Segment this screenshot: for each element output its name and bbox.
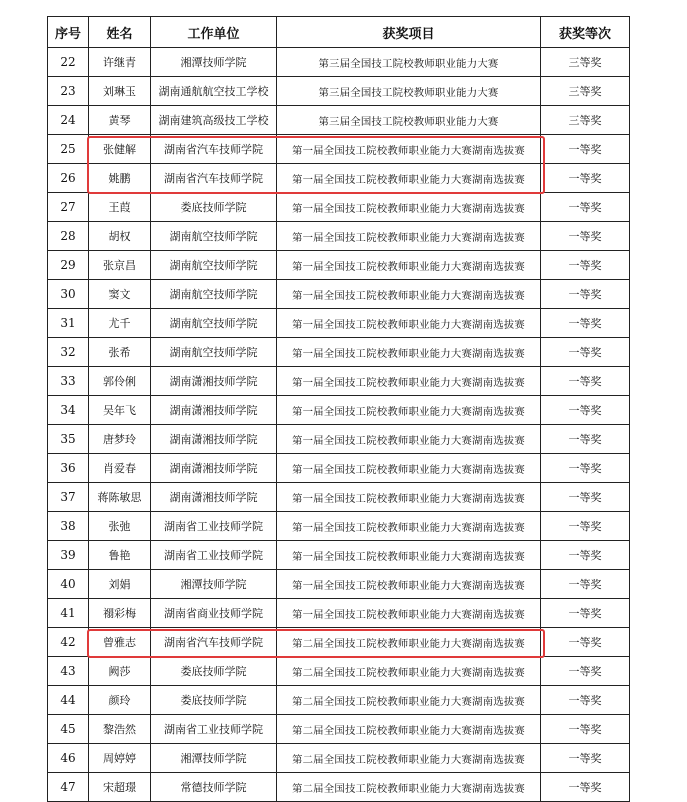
cell-no: 31 <box>48 309 89 338</box>
cell-name: 吴年飞 <box>89 396 151 425</box>
header-unit: 工作单位 <box>151 17 277 48</box>
cell-project: 第一届全国技工院校教师职业能力大赛湖南选拔赛 <box>277 193 541 222</box>
cell-name: 黎浩然 <box>89 715 151 744</box>
cell-no: 35 <box>48 425 89 454</box>
cell-project: 第一届全国技工院校教师职业能力大赛湖南选拔赛 <box>277 338 541 367</box>
cell-project: 第三届全国技工院校教师职业能力大赛 <box>277 77 541 106</box>
cell-award: 一等奖 <box>541 744 630 773</box>
table-row <box>48 744 630 773</box>
cell-award: 一等奖 <box>541 193 630 222</box>
cell-name: 宋超璟 <box>89 773 151 802</box>
cell-name: 黄琴 <box>89 106 151 135</box>
cell-no: 24 <box>48 106 89 135</box>
cell-name: 刘娟 <box>89 570 151 599</box>
cell-project: 第一届全国技工院校教师职业能力大赛湖南选拔赛 <box>277 483 541 512</box>
cell-name: 禤彩梅 <box>89 599 151 628</box>
cell-no: 27 <box>48 193 89 222</box>
cell-unit: 湖南通航航空技工学校 <box>151 77 277 106</box>
cell-project: 第一届全国技工院校教师职业能力大赛湖南选拔赛 <box>277 570 541 599</box>
cell-award: 一等奖 <box>541 483 630 512</box>
cell-no: 34 <box>48 396 89 425</box>
cell-award: 一等奖 <box>541 570 630 599</box>
cell-name: 尤千 <box>89 309 151 338</box>
table-row <box>48 251 630 280</box>
header-no: 序号 <box>48 17 89 48</box>
cell-award: 一等奖 <box>541 280 630 309</box>
cell-unit: 湖南潇湘技师学院 <box>151 454 277 483</box>
cell-unit: 湖南省汽车技师学院 <box>151 164 277 193</box>
table-row <box>48 135 630 164</box>
cell-project: 第二届全国技工院校教师职业能力大赛湖南选拔赛 <box>277 686 541 715</box>
cell-no: 47 <box>48 773 89 802</box>
cell-award: 一等奖 <box>541 338 630 367</box>
table-row <box>48 541 630 570</box>
cell-unit: 湖南航空技师学院 <box>151 251 277 280</box>
cell-name: 刘琳玉 <box>89 77 151 106</box>
cell-no: 28 <box>48 222 89 251</box>
cell-unit: 湖南省工业技师学院 <box>151 715 277 744</box>
header-project: 获奖项目 <box>277 17 541 48</box>
table-row <box>48 280 630 309</box>
cell-award: 三等奖 <box>541 106 630 135</box>
cell-project: 第一届全国技工院校教师职业能力大赛湖南选拔赛 <box>277 135 541 164</box>
cell-name: 张弛 <box>89 512 151 541</box>
cell-name: 鲁艳 <box>89 541 151 570</box>
cell-project: 第二届全国技工院校教师职业能力大赛湖南选拔赛 <box>277 657 541 686</box>
cell-name: 曾雅志 <box>89 628 151 657</box>
cell-name: 阙莎 <box>89 657 151 686</box>
cell-no: 32 <box>48 338 89 367</box>
cell-award: 一等奖 <box>541 541 630 570</box>
cell-project: 第三届全国技工院校教师职业能力大赛 <box>277 48 541 77</box>
cell-unit: 娄底技师学院 <box>151 193 277 222</box>
cell-name: 窦文 <box>89 280 151 309</box>
cell-project: 第一届全国技工院校教师职业能力大赛湖南选拔赛 <box>277 425 541 454</box>
cell-project: 第一届全国技工院校教师职业能力大赛湖南选拔赛 <box>277 222 541 251</box>
table-row <box>48 309 630 338</box>
cell-award: 一等奖 <box>541 396 630 425</box>
cell-no: 37 <box>48 483 89 512</box>
table-row <box>48 715 630 744</box>
cell-no: 39 <box>48 541 89 570</box>
cell-name: 郭伶俐 <box>89 367 151 396</box>
cell-unit: 湖南省工业技师学院 <box>151 541 277 570</box>
table-row <box>48 77 630 106</box>
table-row <box>48 425 630 454</box>
cell-award: 一等奖 <box>541 628 630 657</box>
cell-project: 第一届全国技工院校教师职业能力大赛湖南选拔赛 <box>277 280 541 309</box>
cell-award: 一等奖 <box>541 657 630 686</box>
header-name: 姓名 <box>89 17 151 48</box>
cell-no: 33 <box>48 367 89 396</box>
cell-project: 第一届全国技工院校教师职业能力大赛湖南选拔赛 <box>277 251 541 280</box>
table-row <box>48 193 630 222</box>
cell-project: 第一届全国技工院校教师职业能力大赛湖南选拔赛 <box>277 164 541 193</box>
cell-name: 胡权 <box>89 222 151 251</box>
cell-project: 第一届全国技工院校教师职业能力大赛湖南选拔赛 <box>277 454 541 483</box>
cell-name: 王葭 <box>89 193 151 222</box>
cell-award: 一等奖 <box>541 715 630 744</box>
cell-unit: 湖南省工业技师学院 <box>151 512 277 541</box>
cell-award: 一等奖 <box>541 512 630 541</box>
cell-project: 第一届全国技工院校教师职业能力大赛湖南选拔赛 <box>277 396 541 425</box>
cell-no: 38 <box>48 512 89 541</box>
cell-no: 25 <box>48 135 89 164</box>
cell-no: 26 <box>48 164 89 193</box>
table-row <box>48 48 630 77</box>
cell-no: 43 <box>48 657 89 686</box>
cell-award: 一等奖 <box>541 686 630 715</box>
cell-project: 第二届全国技工院校教师职业能力大赛湖南选拔赛 <box>277 628 541 657</box>
cell-unit: 湖南省商业技师学院 <box>151 599 277 628</box>
cell-no: 44 <box>48 686 89 715</box>
cell-project: 第一届全国技工院校教师职业能力大赛湖南选拔赛 <box>277 309 541 338</box>
cell-unit: 常德技师学院 <box>151 773 277 802</box>
cell-name: 张希 <box>89 338 151 367</box>
cell-award: 三等奖 <box>541 48 630 77</box>
cell-name: 肖爱春 <box>89 454 151 483</box>
cell-no: 36 <box>48 454 89 483</box>
cell-unit: 湖南航空技师学院 <box>151 309 277 338</box>
header-row <box>48 17 630 48</box>
table-row <box>48 164 630 193</box>
cell-award: 一等奖 <box>541 164 630 193</box>
cell-unit: 湖南航空技师学院 <box>151 222 277 251</box>
cell-unit: 湖南省汽车技师学院 <box>151 628 277 657</box>
table-row <box>48 686 630 715</box>
cell-no: 42 <box>48 628 89 657</box>
cell-no: 23 <box>48 77 89 106</box>
table-row <box>48 483 630 512</box>
cell-unit: 湖南潇湘技师学院 <box>151 396 277 425</box>
cell-unit: 湖南建筑高级技工学校 <box>151 106 277 135</box>
cell-award: 一等奖 <box>541 309 630 338</box>
table-row <box>48 338 630 367</box>
cell-project: 第二届全国技工院校教师职业能力大赛湖南选拔赛 <box>277 715 541 744</box>
cell-no: 46 <box>48 744 89 773</box>
table-row <box>48 657 630 686</box>
cell-no: 41 <box>48 599 89 628</box>
cell-unit: 湖南航空技师学院 <box>151 338 277 367</box>
table-row <box>48 512 630 541</box>
table-row <box>48 396 630 425</box>
cell-award: 一等奖 <box>541 222 630 251</box>
cell-award: 一等奖 <box>541 367 630 396</box>
cell-no: 22 <box>48 48 89 77</box>
cell-no: 45 <box>48 715 89 744</box>
cell-award: 三等奖 <box>541 77 630 106</box>
table-row <box>48 367 630 396</box>
cell-project: 第三届全国技工院校教师职业能力大赛 <box>277 106 541 135</box>
cell-project: 第一届全国技工院校教师职业能力大赛湖南选拔赛 <box>277 367 541 396</box>
table-row <box>48 599 630 628</box>
cell-unit: 湘潭技师学院 <box>151 48 277 77</box>
cell-award: 一等奖 <box>541 454 630 483</box>
cell-unit: 湘潭技师学院 <box>151 744 277 773</box>
cell-unit: 湖南省汽车技师学院 <box>151 135 277 164</box>
cell-name: 张京昌 <box>89 251 151 280</box>
cell-name: 蒋陈敏思 <box>89 483 151 512</box>
table-row <box>48 628 630 657</box>
cell-award: 一等奖 <box>541 425 630 454</box>
cell-name: 唐梦玲 <box>89 425 151 454</box>
cell-project: 第二届全国技工院校教师职业能力大赛湖南选拔赛 <box>277 773 541 802</box>
cell-award: 一等奖 <box>541 251 630 280</box>
header-award: 获奖等次 <box>541 17 630 48</box>
cell-unit: 娄底技师学院 <box>151 657 277 686</box>
cell-unit: 湖南航空技师学院 <box>151 280 277 309</box>
cell-unit: 娄底技师学院 <box>151 686 277 715</box>
cell-unit: 湖南潇湘技师学院 <box>151 367 277 396</box>
awards-table <box>47 16 630 802</box>
table-row <box>48 222 630 251</box>
cell-no: 30 <box>48 280 89 309</box>
cell-no: 40 <box>48 570 89 599</box>
cell-award: 一等奖 <box>541 599 630 628</box>
cell-name: 周婷婷 <box>89 744 151 773</box>
cell-name: 颜玲 <box>89 686 151 715</box>
cell-project: 第一届全国技工院校教师职业能力大赛湖南选拔赛 <box>277 512 541 541</box>
cell-award: 一等奖 <box>541 135 630 164</box>
cell-name: 姚鹏 <box>89 164 151 193</box>
cell-name: 许继青 <box>89 48 151 77</box>
cell-project: 第一届全国技工院校教师职业能力大赛湖南选拔赛 <box>277 541 541 570</box>
cell-award: 一等奖 <box>541 773 630 802</box>
cell-no: 29 <box>48 251 89 280</box>
cell-unit: 湘潭技师学院 <box>151 570 277 599</box>
cell-project: 第二届全国技工院校教师职业能力大赛湖南选拔赛 <box>277 744 541 773</box>
cell-unit: 湖南潇湘技师学院 <box>151 483 277 512</box>
table-row <box>48 773 630 802</box>
table-row <box>48 454 630 483</box>
cell-name: 张健解 <box>89 135 151 164</box>
cell-project: 第一届全国技工院校教师职业能力大赛湖南选拔赛 <box>277 599 541 628</box>
cell-unit: 湖南潇湘技师学院 <box>151 425 277 454</box>
table-row <box>48 570 630 599</box>
table-row <box>48 106 630 135</box>
